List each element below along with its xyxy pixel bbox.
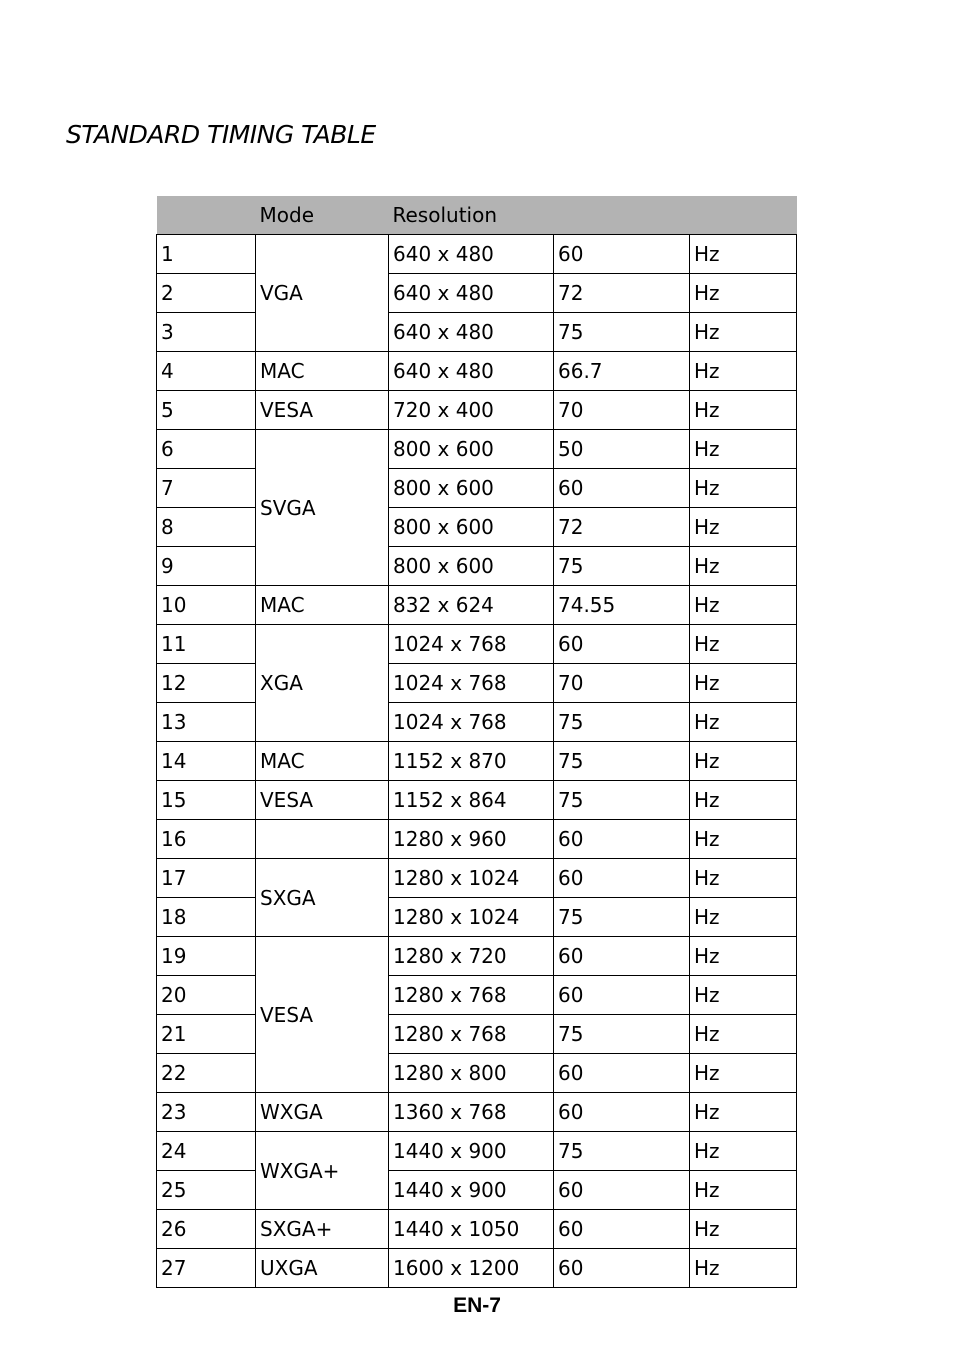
cell-unit: Hz — [690, 937, 797, 976]
table-row — [157, 235, 797, 274]
cell-refresh-rate: 75 — [554, 898, 690, 937]
cell-unit: Hz — [690, 1015, 797, 1054]
cell-unit: Hz — [690, 586, 797, 625]
cell-unit: Hz — [690, 1249, 797, 1288]
cell-refresh-rate: 60 — [554, 469, 690, 508]
cell-refresh-rate: 66.7 — [554, 352, 690, 391]
cell-mode: WXGA — [256, 1093, 389, 1132]
cell-unit: Hz — [690, 625, 797, 664]
cell-index: 18 — [157, 898, 256, 937]
cell-mode: MAC — [256, 742, 389, 781]
cell-index: 9 — [157, 547, 256, 586]
cell-unit: Hz — [690, 430, 797, 469]
cell-resolution: 640 x 480 — [389, 274, 554, 313]
cell-index: 11 — [157, 625, 256, 664]
cell-resolution: 1440 x 900 — [389, 1132, 554, 1171]
cell-index: 1 — [157, 235, 256, 274]
cell-resolution: 832 x 624 — [389, 586, 554, 625]
table-header-row — [157, 196, 797, 235]
cell-resolution: 1280 x 720 — [389, 937, 554, 976]
table-row — [157, 820, 797, 859]
cell-mode: SXGA — [256, 859, 389, 937]
cell-index: 20 — [157, 976, 256, 1015]
table-row — [157, 1054, 797, 1093]
cell-unit: Hz — [690, 898, 797, 937]
cell-index: 13 — [157, 703, 256, 742]
header-refresh — [554, 196, 690, 235]
cell-resolution: 1024 x 768 — [389, 664, 554, 703]
cell-mode: VESA — [256, 391, 389, 430]
cell-refresh-rate: 70 — [554, 664, 690, 703]
table-body — [157, 235, 797, 1288]
table-row — [157, 703, 797, 742]
table-row — [157, 469, 797, 508]
cell-unit: Hz — [690, 703, 797, 742]
cell-refresh-rate: 74.55 — [554, 586, 690, 625]
cell-refresh-rate: 70 — [554, 391, 690, 430]
cell-refresh-rate: 60 — [554, 625, 690, 664]
page-number: EN-7 — [453, 1294, 501, 1317]
cell-resolution: 1440 x 1050 — [389, 1210, 554, 1249]
cell-index: 7 — [157, 469, 256, 508]
cell-index: 24 — [157, 1132, 256, 1171]
cell-index: 21 — [157, 1015, 256, 1054]
cell-refresh-rate: 75 — [554, 547, 690, 586]
table-row — [157, 1210, 797, 1249]
cell-mode: SVGA — [256, 430, 389, 586]
cell-resolution: 800 x 600 — [389, 508, 554, 547]
table-row — [157, 664, 797, 703]
cell-resolution: 640 x 480 — [389, 352, 554, 391]
table-row — [157, 976, 797, 1015]
cell-mode — [256, 820, 389, 859]
cell-mode: XGA — [256, 625, 389, 742]
cell-refresh-rate: 75 — [554, 742, 690, 781]
cell-refresh-rate: 60 — [554, 1210, 690, 1249]
cell-resolution: 1280 x 1024 — [389, 859, 554, 898]
table-row — [157, 1249, 797, 1288]
cell-refresh-rate: 60 — [554, 1054, 690, 1093]
cell-resolution: 1280 x 768 — [389, 976, 554, 1015]
table-row — [157, 898, 797, 937]
cell-refresh-rate: 60 — [554, 1093, 690, 1132]
cell-refresh-rate: 60 — [554, 235, 690, 274]
cell-index: 14 — [157, 742, 256, 781]
cell-resolution: 1280 x 960 — [389, 820, 554, 859]
cell-index: 16 — [157, 820, 256, 859]
table-row — [157, 586, 797, 625]
cell-refresh-rate: 75 — [554, 1132, 690, 1171]
cell-refresh-rate: 60 — [554, 1171, 690, 1210]
cell-index: 3 — [157, 313, 256, 352]
cell-index: 25 — [157, 1171, 256, 1210]
cell-refresh-rate: 60 — [554, 937, 690, 976]
cell-mode: MAC — [256, 352, 389, 391]
cell-resolution: 800 x 600 — [389, 469, 554, 508]
cell-resolution: 1440 x 900 — [389, 1171, 554, 1210]
cell-index: 17 — [157, 859, 256, 898]
cell-resolution: 800 x 600 — [389, 547, 554, 586]
table-row — [157, 859, 797, 898]
cell-refresh-rate: 50 — [554, 430, 690, 469]
table-row — [157, 1171, 797, 1210]
cell-index: 19 — [157, 937, 256, 976]
cell-unit: Hz — [690, 1093, 797, 1132]
cell-mode: WXGA+ — [256, 1132, 389, 1210]
cell-unit: Hz — [690, 1210, 797, 1249]
cell-refresh-rate: 75 — [554, 703, 690, 742]
header-resolution: Resolution — [389, 196, 554, 235]
cell-unit: Hz — [690, 742, 797, 781]
table-row — [157, 274, 797, 313]
table-row — [157, 391, 797, 430]
cell-refresh-rate: 75 — [554, 1015, 690, 1054]
cell-mode: SXGA+ — [256, 1210, 389, 1249]
cell-resolution: 1152 x 870 — [389, 742, 554, 781]
cell-index: 5 — [157, 391, 256, 430]
cell-unit: Hz — [690, 1171, 797, 1210]
cell-unit: Hz — [690, 313, 797, 352]
cell-index: 6 — [157, 430, 256, 469]
cell-resolution: 1280 x 1024 — [389, 898, 554, 937]
cell-unit: Hz — [690, 664, 797, 703]
cell-refresh-rate: 72 — [554, 274, 690, 313]
cell-index: 10 — [157, 586, 256, 625]
table-row — [157, 1132, 797, 1171]
cell-mode: MAC — [256, 586, 389, 625]
cell-mode: VESA — [256, 937, 389, 1093]
cell-index: 27 — [157, 1249, 256, 1288]
cell-refresh-rate: 72 — [554, 508, 690, 547]
table-row — [157, 1093, 797, 1132]
cell-resolution: 1600 x 1200 — [389, 1249, 554, 1288]
cell-index: 23 — [157, 1093, 256, 1132]
cell-index: 4 — [157, 352, 256, 391]
cell-resolution: 1280 x 768 — [389, 1015, 554, 1054]
page-title: STANDARD TIMING TABLE — [66, 120, 376, 149]
table-row — [157, 742, 797, 781]
table-row — [157, 313, 797, 352]
cell-unit: Hz — [690, 781, 797, 820]
cell-index: 8 — [157, 508, 256, 547]
cell-index: 26 — [157, 1210, 256, 1249]
table-row — [157, 352, 797, 391]
table-row — [157, 625, 797, 664]
cell-unit: Hz — [690, 547, 797, 586]
cell-unit: Hz — [690, 235, 797, 274]
table-row — [157, 1015, 797, 1054]
cell-unit: Hz — [690, 859, 797, 898]
cell-resolution: 800 x 600 — [389, 430, 554, 469]
cell-resolution: 1152 x 864 — [389, 781, 554, 820]
cell-resolution: 720 x 400 — [389, 391, 554, 430]
cell-unit: Hz — [690, 820, 797, 859]
cell-index: 12 — [157, 664, 256, 703]
table-row — [157, 430, 797, 469]
cell-resolution: 1024 x 768 — [389, 703, 554, 742]
table-row — [157, 937, 797, 976]
cell-resolution: 1024 x 768 — [389, 625, 554, 664]
cell-unit: Hz — [690, 391, 797, 430]
cell-refresh-rate: 75 — [554, 781, 690, 820]
header-unit — [690, 196, 797, 235]
cell-unit: Hz — [690, 352, 797, 391]
table-row — [157, 781, 797, 820]
cell-refresh-rate: 60 — [554, 1249, 690, 1288]
cell-resolution: 1280 x 800 — [389, 1054, 554, 1093]
cell-resolution: 1360 x 768 — [389, 1093, 554, 1132]
cell-mode: VESA — [256, 781, 389, 820]
cell-resolution: 640 x 480 — [389, 313, 554, 352]
cell-unit: Hz — [690, 469, 797, 508]
cell-unit: Hz — [690, 976, 797, 1015]
cell-unit: Hz — [690, 1054, 797, 1093]
cell-refresh-rate: 75 — [554, 313, 690, 352]
header-index — [157, 196, 256, 235]
header-mode: Mode — [256, 196, 389, 235]
cell-refresh-rate: 60 — [554, 820, 690, 859]
table-row — [157, 547, 797, 586]
cell-mode: UXGA — [256, 1249, 389, 1288]
cell-index: 22 — [157, 1054, 256, 1093]
cell-refresh-rate: 60 — [554, 976, 690, 1015]
cell-refresh-rate: 60 — [554, 859, 690, 898]
cell-resolution: 640 x 480 — [389, 235, 554, 274]
cell-index: 15 — [157, 781, 256, 820]
cell-mode: VGA — [256, 235, 389, 352]
cell-unit: Hz — [690, 508, 797, 547]
standard-timing-table — [156, 196, 797, 1288]
cell-unit: Hz — [690, 1132, 797, 1171]
cell-index: 2 — [157, 274, 256, 313]
cell-unit: Hz — [690, 274, 797, 313]
table-row — [157, 508, 797, 547]
